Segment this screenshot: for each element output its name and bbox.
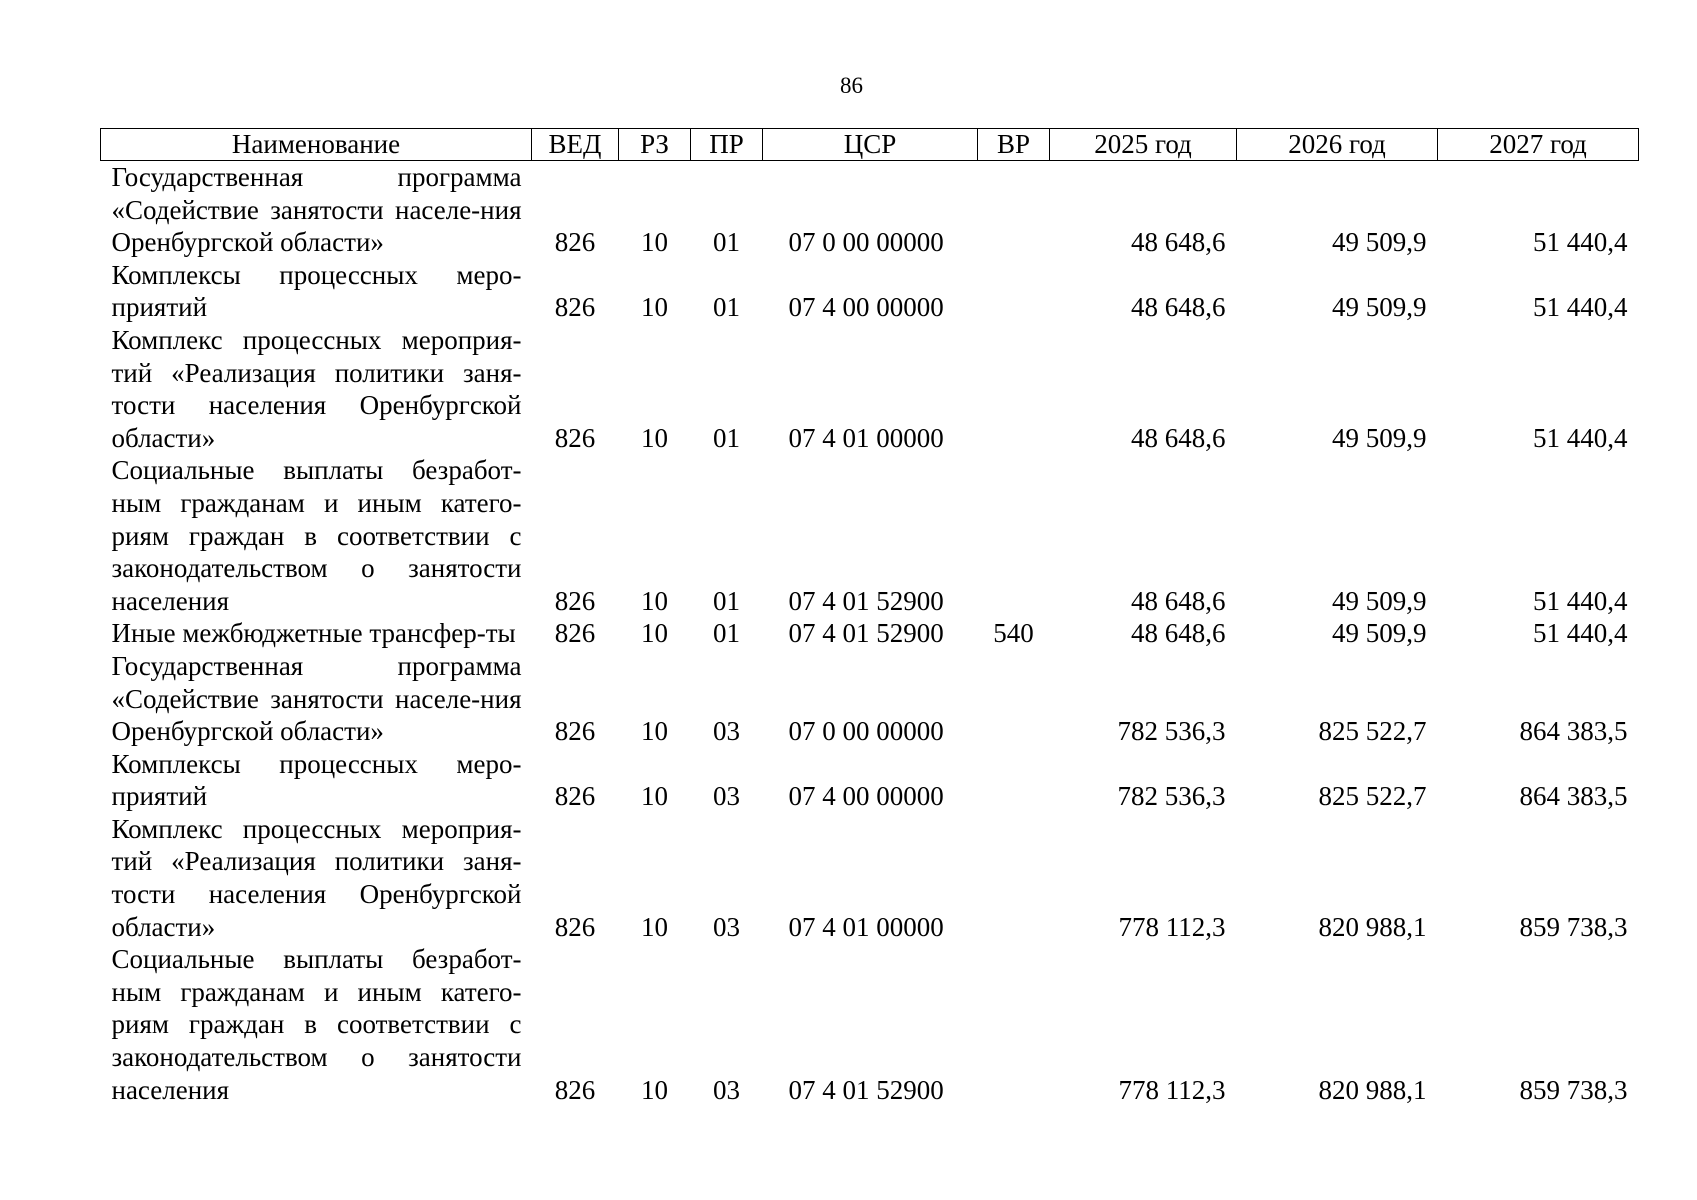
row-csr: 07 4 01 00000	[788, 911, 944, 942]
row-2026: 49 509,9	[1332, 227, 1427, 258]
row-rz: 10	[641, 227, 668, 258]
row-name: Социальные выплаты безработ-ным гражданам и иным катего-риям граждан в соответствии с законодательством о занятости населения	[111, 455, 522, 616]
row-2026: 49 509,9	[1332, 585, 1427, 616]
row-rz: 10	[641, 422, 668, 453]
row-2027: 51 440,4	[1533, 422, 1628, 453]
table-row	[101, 454, 1639, 617]
row-name: Комплекс процессных мероприя-тий «Реализация политики заня-тости населения Оренбургской области»	[111, 813, 522, 942]
row-rz: 10	[641, 716, 668, 747]
row-name: Комплекс процессных мероприя-тий «Реализация политики заня-тости населения Оренбургской области»	[111, 324, 522, 453]
header-2026: 2026 год	[1237, 129, 1438, 161]
row-pr: 03	[713, 781, 740, 812]
row-name: Государственная программа «Содействие занятости населе-ния Оренбургской области»	[111, 650, 522, 747]
header-name: Наименование	[101, 129, 532, 161]
header-rz: РЗ	[619, 129, 691, 161]
row-name: Иные межбюджетные трансфер-ты	[111, 618, 516, 649]
row-pr: 01	[713, 618, 740, 649]
row-2025: 778 112,3	[1118, 1074, 1226, 1105]
row-rz: 10	[641, 618, 668, 649]
row-rz: 10	[641, 911, 668, 942]
row-ved: 826	[554, 618, 596, 649]
row-pr: 01	[713, 292, 740, 323]
row-vr	[978, 813, 1050, 943]
row-2027: 51 440,4	[1533, 292, 1628, 323]
row-name: Комплексы процессных меро-приятий	[111, 748, 522, 812]
row-2026: 49 509,9	[1332, 292, 1427, 323]
row-vr	[978, 650, 1050, 748]
row-vr	[978, 748, 1050, 813]
table-row	[101, 748, 1639, 813]
row-csr: 07 0 00 00000	[788, 716, 944, 747]
row-ved: 826	[554, 911, 596, 942]
row-csr: 07 4 01 52900	[788, 1074, 944, 1105]
row-2025: 48 648,6	[1131, 292, 1226, 323]
row-ved: 826	[554, 422, 596, 453]
row-vr	[978, 943, 1050, 1106]
row-ved: 826	[554, 292, 596, 323]
header-2025: 2025 год	[1050, 129, 1237, 161]
header-csr: ЦСР	[763, 129, 978, 161]
row-2026: 49 509,9	[1332, 618, 1427, 649]
table-row	[101, 259, 1639, 324]
table-row	[101, 813, 1639, 943]
row-vr	[978, 259, 1050, 324]
header-ved: ВЕД	[532, 129, 619, 161]
row-2027: 51 440,4	[1533, 585, 1628, 616]
table-row	[101, 617, 1639, 650]
row-csr: 07 0 00 00000	[788, 227, 944, 258]
row-name: Комплексы процессных меро-приятий	[111, 259, 522, 323]
row-csr: 07 4 01 52900	[788, 585, 944, 616]
row-name: Социальные выплаты безработ-ным гражданам и иным катего-риям граждан в соответствии с законодательством о занятости населения	[111, 944, 522, 1105]
row-2025: 782 536,3	[1117, 716, 1226, 747]
row-rz: 10	[641, 1074, 668, 1105]
row-name: Государственная программа «Содействие занятости населе-ния Оренбургской области»	[111, 162, 522, 258]
row-2025: 778 112,3	[1118, 911, 1226, 942]
row-pr: 03	[713, 1074, 740, 1105]
budget-table	[100, 128, 1639, 1106]
row-ved: 826	[554, 1074, 596, 1105]
row-ved: 826	[554, 585, 596, 616]
row-pr: 03	[713, 716, 740, 747]
row-2026: 820 988,1	[1318, 1074, 1427, 1105]
row-pr: 01	[713, 585, 740, 616]
row-2025: 48 648,6	[1131, 422, 1226, 453]
row-2026: 825 522,7	[1318, 781, 1427, 812]
header-vr: ВР	[978, 129, 1050, 161]
row-2027: 51 440,4	[1533, 618, 1628, 649]
row-2027: 859 738,3	[1519, 1074, 1628, 1105]
table-row	[101, 650, 1639, 748]
row-ved: 826	[554, 227, 596, 258]
row-2027: 864 383,5	[1519, 781, 1628, 812]
row-rz: 10	[641, 292, 668, 323]
row-pr: 01	[713, 422, 740, 453]
row-ved: 826	[554, 781, 596, 812]
row-2025: 48 648,6	[1131, 227, 1226, 258]
table-body	[101, 161, 1639, 1107]
header-pr: ПР	[691, 129, 763, 161]
row-csr: 07 4 01 00000	[788, 422, 944, 453]
row-2026: 825 522,7	[1318, 716, 1427, 747]
row-2027: 51 440,4	[1533, 227, 1628, 258]
page-number: 86	[840, 73, 863, 98]
table-row	[101, 161, 1639, 259]
row-vr	[978, 161, 1050, 259]
row-csr: 07 4 00 00000	[788, 292, 944, 323]
row-csr: 07 4 01 52900	[788, 618, 944, 649]
row-2027: 864 383,5	[1519, 716, 1628, 747]
row-ved: 826	[554, 716, 596, 747]
row-pr: 03	[713, 911, 740, 942]
row-2027: 859 738,3	[1519, 911, 1628, 942]
table-row	[101, 943, 1639, 1106]
header-row	[101, 129, 1639, 161]
row-csr: 07 4 00 00000	[788, 781, 944, 812]
header-2027: 2027 год	[1438, 129, 1639, 161]
row-vr: 540	[993, 618, 1034, 649]
row-2026: 49 509,9	[1332, 422, 1427, 453]
row-rz: 10	[641, 585, 668, 616]
row-2025: 782 536,3	[1117, 781, 1226, 812]
table-row	[101, 324, 1639, 454]
table-header	[101, 129, 1639, 161]
row-rz: 10	[641, 781, 668, 812]
row-2026: 820 988,1	[1318, 911, 1427, 942]
row-2025: 48 648,6	[1131, 585, 1226, 616]
row-vr	[978, 454, 1050, 617]
row-pr: 01	[713, 227, 740, 258]
row-vr	[978, 324, 1050, 454]
row-2025: 48 648,6	[1131, 618, 1226, 649]
